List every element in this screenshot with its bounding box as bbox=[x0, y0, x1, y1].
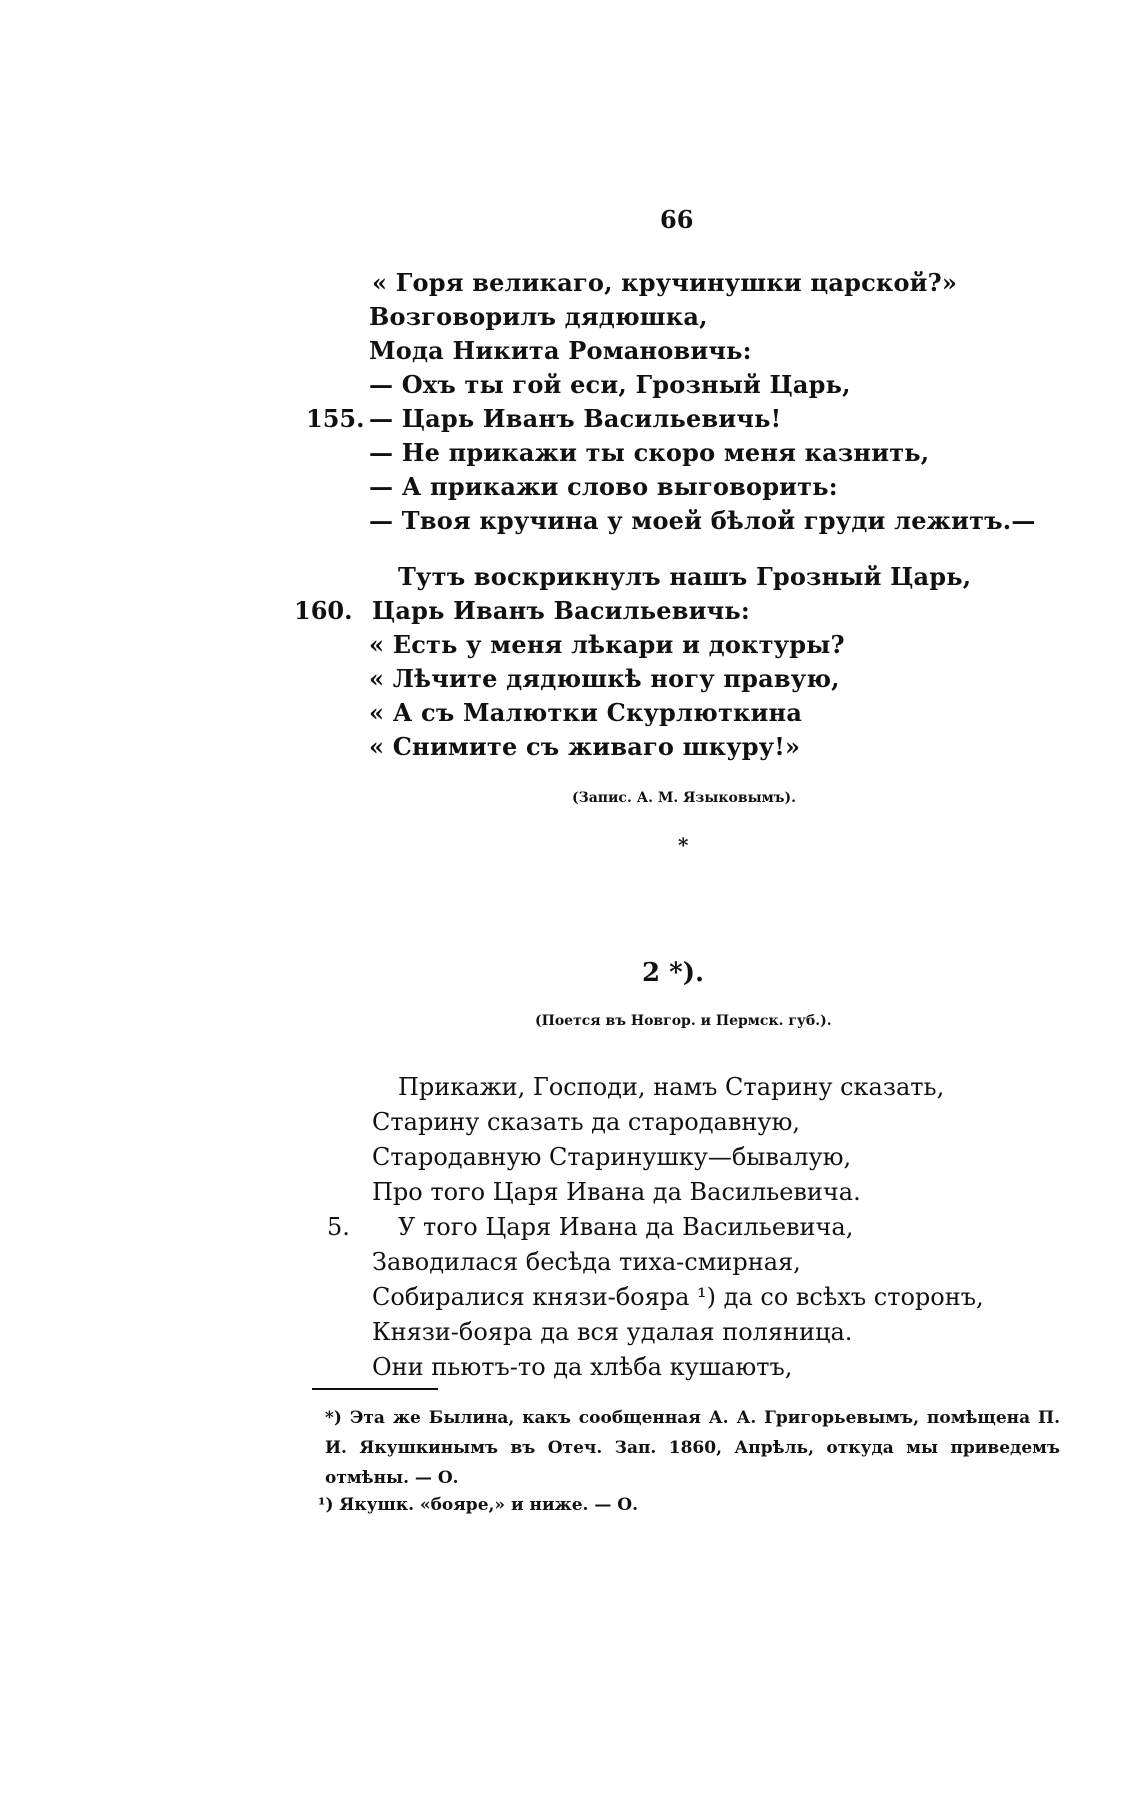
verse-line: Возговорилъ дядюшка, bbox=[369, 302, 708, 331]
verse-line: У того Царя Ивана да Васильевича, bbox=[398, 1213, 854, 1241]
verse-line: « Горя великаго, кручинушки царской?» bbox=[372, 268, 958, 297]
verse-line: — А прикажи слово выговорить: bbox=[369, 472, 838, 501]
verse-line: Князи-бояра да вся удалая поляница. bbox=[372, 1318, 853, 1346]
verse-line: « Снимите съ живаго шкуру!» bbox=[369, 732, 801, 761]
verse-line: — Не прикажи ты скоро меня казнить, bbox=[369, 438, 930, 467]
verse-line: Тутъ воскрикнулъ нашъ Грозный Царь, bbox=[398, 562, 972, 591]
verse-line: Собиралися князи-бояра ¹) да со всѣхъ сторонъ, bbox=[372, 1283, 984, 1311]
line-number: 160. bbox=[294, 596, 353, 625]
footnote: ¹) Якушк. «бояре,» и ниже. — О. bbox=[318, 1495, 639, 1515]
verse-line: — Царь Иванъ Васильевичь! bbox=[369, 404, 782, 433]
line-number: 5. bbox=[327, 1213, 350, 1241]
verse-line: Царь Иванъ Васильевичь: bbox=[372, 596, 750, 625]
verse-line: — Твоя кручина у моей бѣлой груди лежитъ.— bbox=[369, 506, 1036, 535]
line-number: 155. bbox=[306, 404, 365, 433]
verse-line: Прикажи, Господи, намъ Старину сказать, bbox=[398, 1073, 945, 1101]
footnote: *) Эта же Былина, какъ сообщенная А. А. Григорьевымъ, помѣщена П. И. Якушкинымъ въ Отеч. Зап. 1860, Апрѣль, откуда мы приведемъ отмѣны. — О. bbox=[325, 1408, 1060, 1488]
verse-line: « А съ Малютки Скурлюткина bbox=[369, 698, 803, 727]
verse-line: « Лѣчите дядюшкѣ ногу правую, bbox=[369, 664, 840, 693]
footnote-rule bbox=[312, 1388, 438, 1390]
verse-line: Про того Царя Ивана да Васильевича. bbox=[372, 1178, 861, 1206]
page-number: 66 bbox=[660, 205, 694, 234]
section-title: 2 *). bbox=[642, 958, 705, 988]
verse-line: Заводилася бесѣда тиха-смирная, bbox=[372, 1248, 801, 1276]
section-divider-asterisk: * bbox=[678, 833, 689, 857]
attribution: (Запис. А. М. Языковымъ). bbox=[572, 790, 797, 806]
verse-line: Стародавную Старинушку—бывалую, bbox=[372, 1143, 852, 1171]
section-subtitle: (Поется въ Новгор. и Пермск. губ.). bbox=[535, 1013, 832, 1029]
verse-line: Мода Никита Романовичь: bbox=[369, 336, 752, 365]
verse-line: Старину сказать да стародавную, bbox=[372, 1108, 800, 1136]
verse-line: — Охъ ты гой еси, Грозный Царь, bbox=[369, 370, 851, 399]
verse-line: Они пьютъ-то да хлѣба кушаютъ, bbox=[372, 1353, 793, 1381]
verse-line: « Есть у меня лѣкари и доктуры? bbox=[369, 630, 845, 659]
